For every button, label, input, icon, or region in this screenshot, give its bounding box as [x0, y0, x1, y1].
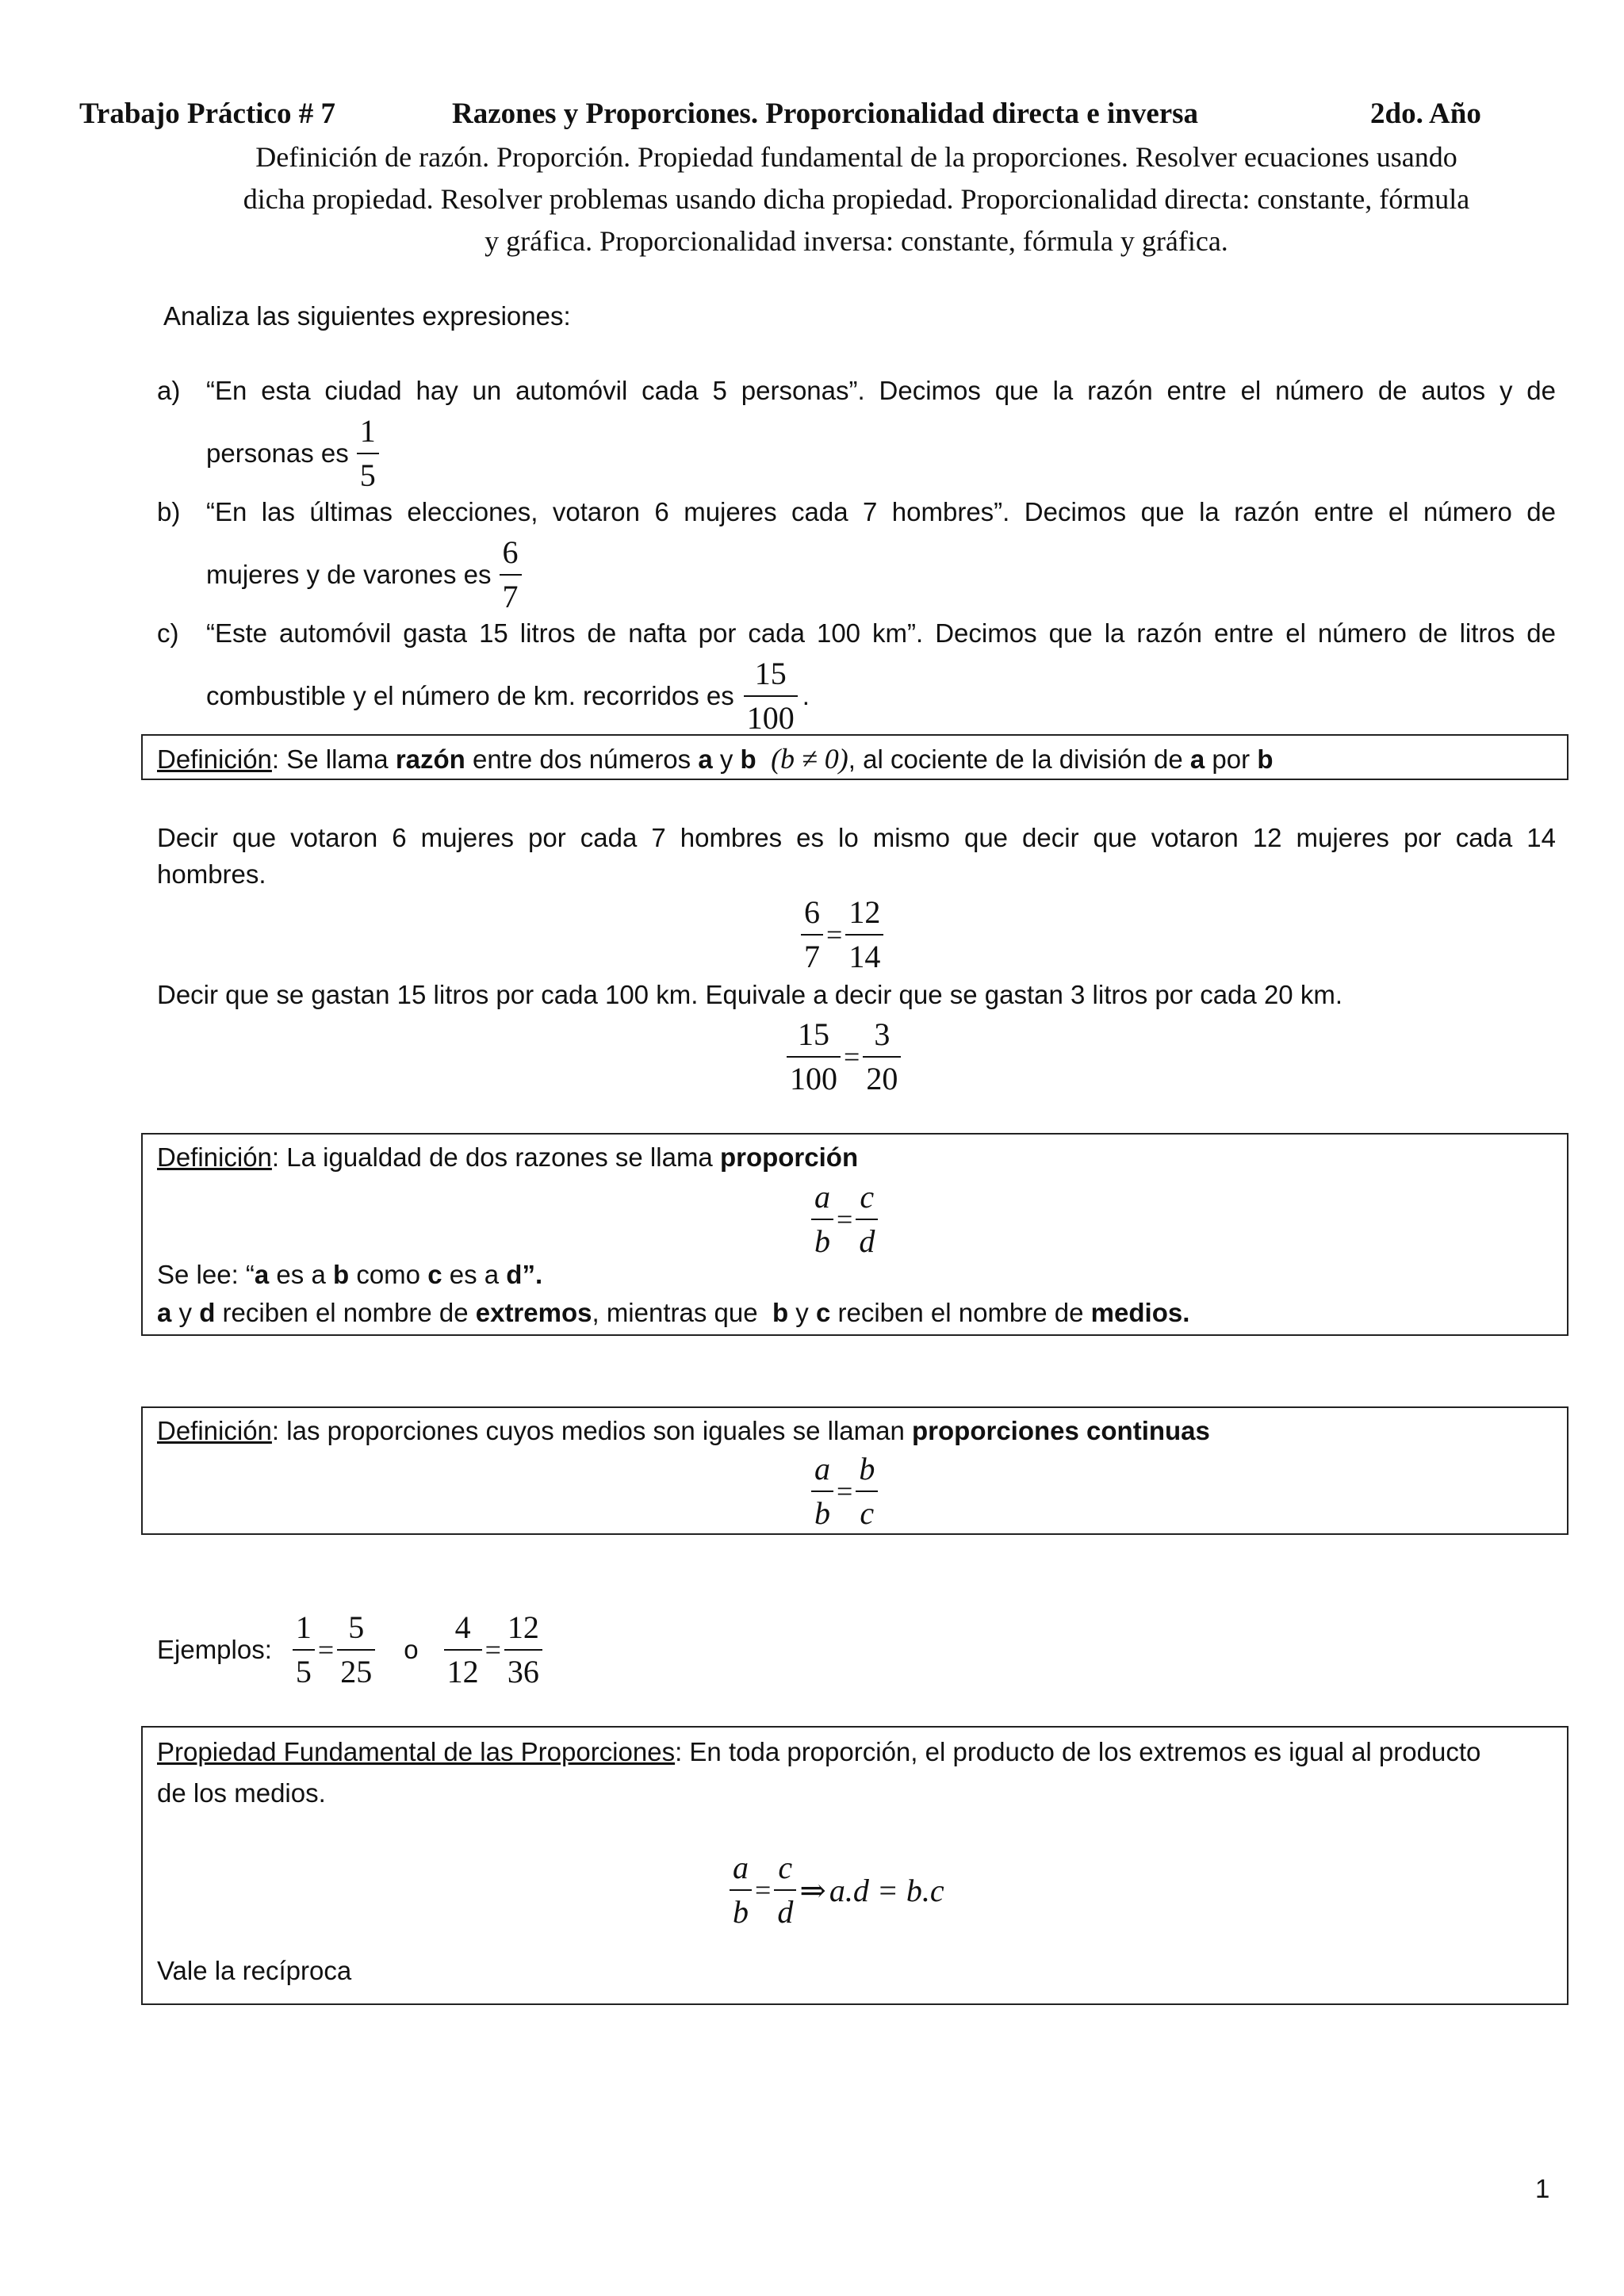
term-razon: razón — [395, 744, 465, 774]
item-a-marker: a) — [157, 376, 181, 405]
definition-continuous-text: Definición: las proporciones cuyos medios son iguales se llaman proporciones continuas — [157, 1416, 1210, 1445]
definition-proportion-text: Definición: La igualdad de dos razones se llama proporción — [157, 1142, 859, 1172]
equation-15-100-3-20: $\frac{15}{100}$ = $\frac{3}{20}$ — [787, 1013, 901, 1100]
definition-label: Definición — [157, 1416, 272, 1445]
equation-a-b-c-d: $\frac{a}{b}$ = $\frac{c}{d}$ — [811, 1176, 878, 1263]
reading-text: Se lee: “a es a b como c es a d”. — [157, 1260, 543, 1289]
header-title: Razones y Proporciones. Proporcionalidad directa e inversa — [452, 98, 1199, 130]
item-c-text: “Este automóvil gasta 15 litros de nafta por cada 100 km”. Decimos que la razón entre el número de litros de — [206, 618, 1556, 648]
paragraph-votes: Decir que votaron 6 mujeres por cada 7 hombres es lo mismo que decir que votaron 12 mujeres por cada 14 — [157, 823, 1556, 852]
definition-ratio-box — [141, 734, 1568, 780]
intro-text: Analiza las siguientes expresiones: — [163, 301, 571, 331]
definition-label: Definición — [157, 1142, 272, 1172]
fraction-15-100 — [744, 652, 798, 740]
item-c-ratio-line — [206, 652, 810, 740]
definition-proportion-box — [141, 1133, 1568, 1336]
definition-continuous-box — [141, 1406, 1568, 1535]
numerator: 1 — [359, 413, 376, 449]
item-a-ratio-line — [206, 410, 379, 497]
item-b-text: “En las últimas elecciones, votaron 6 mujeres cada 7 hombres”. Decimos que la razón entre el número de — [206, 497, 1556, 526]
header-year: 2do. Año — [1370, 98, 1481, 130]
item-c-text-2: combustible y el número de km. recorridos es — [206, 681, 734, 710]
item-a-text-2: personas es — [206, 438, 349, 468]
topics-line: y gráfica. Proporcionalidad inversa: constante, fórmula y gráfica. — [485, 225, 1228, 257]
term-proporcion: proporción — [719, 1142, 859, 1172]
extremes-means-text: a y d reciben el nombre de extremos, mientras que b y c reciben el nombre de medios. — [157, 1298, 1190, 1327]
definition-label: Definición — [157, 744, 272, 774]
fraction: $\frac{3}{20}$ — [863, 1013, 901, 1100]
fraction: $\frac{15}{100}$ — [787, 1013, 841, 1100]
denominator: 7 — [502, 579, 519, 614]
definition-ratio-text: Definición: Se llama razón entre dos números a y b (b ≠ 0), al cociente de la división de a por b — [157, 743, 1274, 775]
numerator: 6 — [502, 534, 519, 570]
item-c-marker: c) — [157, 618, 179, 648]
condition-b-not-zero: (b ≠ 0) — [771, 743, 848, 775]
examples-row: Ejemplos: $\frac{1}{5}$ = $\frac{5}{25}$ o $\frac{4}{12}$ = $\frac{12}{36}$ — [157, 1606, 542, 1693]
item-b-marker: b) — [157, 497, 181, 526]
header-left: Trabajo Práctico # 7 — [79, 98, 335, 130]
item-b-text-2: mujeres y de varones es — [206, 560, 492, 589]
property-equation: $\frac{a}{b}$ = $\frac{c}{d}$ ⇒ a.d = b.c — [730, 1846, 944, 1934]
page-number: 1 — [1535, 2174, 1550, 2203]
examples-or: o — [404, 1635, 419, 1664]
fraction-6-7 — [500, 531, 522, 618]
denominator: 100 — [746, 700, 795, 736]
fraction: $\frac{12}{14}$ — [845, 891, 883, 978]
examples-label: Ejemplos: — [157, 1635, 272, 1664]
term-continuas: proporciones continuas — [912, 1416, 1210, 1445]
item-a-text: “En esta ciudad hay un automóvil cada 5 personas”. Decimos que la razón entre el número de autos y de — [206, 376, 1556, 405]
property-text: Propiedad Fundamental de las Proporciones: En toda proporción, el producto de los extremos es igual al producto — [157, 1737, 1481, 1766]
fraction: $\frac{6}{7}$ — [801, 891, 823, 978]
fundamental-property-box — [141, 1726, 1568, 2005]
product-equality: a.d = b.c — [829, 1872, 944, 1908]
reciprocal-text: Vale la recíproca — [157, 1956, 352, 1985]
paragraph-fuel: Decir que se gastan 15 litros por cada 100 km. Equivale a decir que se gastan 3 litros por cada 20 km. — [157, 980, 1342, 1009]
fraction-1-5 — [357, 410, 379, 497]
denominator: 5 — [359, 457, 376, 493]
paragraph-votes-2: hombres. — [157, 859, 266, 889]
topics-line: dicha propiedad. Resolver problemas usando dicha propiedad. Proporcionalidad directa: constante, fórmula — [243, 183, 1470, 215]
numerator: 15 — [754, 656, 787, 691]
topics-block — [143, 136, 1570, 262]
topics-line: Definición de razón. Proporción. Propiedad fundamental de la proporciones. Resolver ecuaciones usando — [255, 141, 1457, 173]
item-b-ratio-line — [206, 531, 522, 618]
equation-6-7-12-14: $\frac{6}{7}$ = $\frac{12}{14}$ — [801, 891, 883, 978]
equation-a-b-b-c: $\frac{a}{b}$ = $\frac{b}{c}$ — [811, 1448, 878, 1535]
item-c-period: . — [802, 681, 810, 710]
implies-symbol: ⇒ — [799, 1872, 826, 1908]
property-text-2: de los medios. — [157, 1778, 326, 1808]
property-label: Propiedad Fundamental de las Proporciones — [157, 1737, 676, 1766]
